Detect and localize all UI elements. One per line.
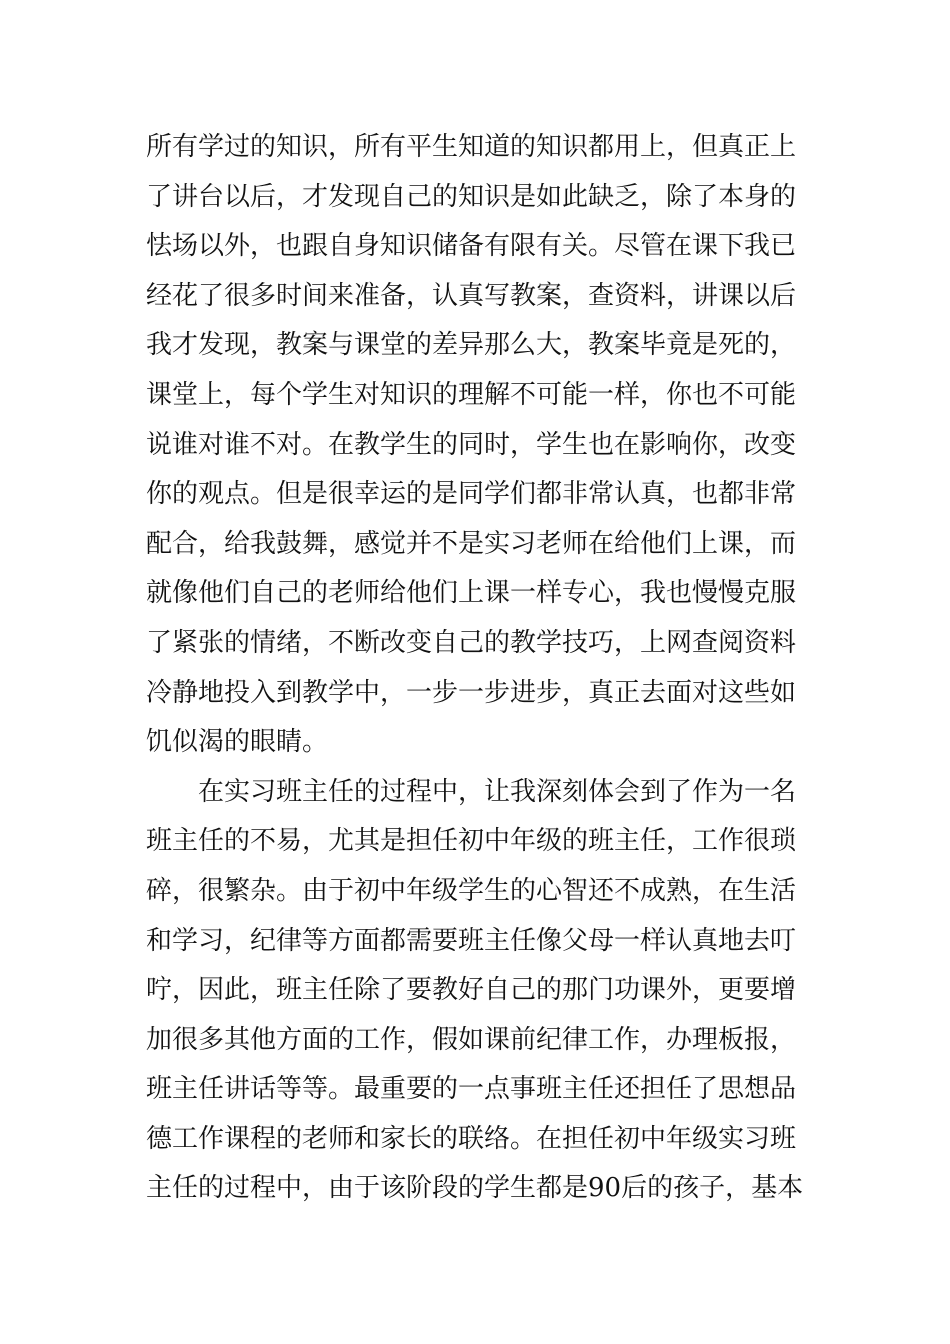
text-line: 班主任讲话等等。最重要的一点事班主任还担任了思想品: [146, 1074, 797, 1105]
text-line: 在实习班主任的过程中，让我深刻体会到了作为一名: [146, 776, 797, 807]
text-line: 德工作课程的老师和家长的联络。在担任初中年级实习班: [146, 1123, 797, 1154]
text-line: 冷静地投入到教学中，一步一步进步，真正去面对这些如: [146, 677, 797, 708]
text-line: 咛，因此，班主任除了要教好自己的那门功课外，更要增: [146, 975, 797, 1006]
text-line: 经花了很多时间来准备，认真写教案，查资料，讲课以后: [146, 280, 797, 311]
body-text: [146, 123, 812, 1214]
text-line: 课堂上，每个学生对知识的理解不可能一样，你也不可能: [146, 379, 797, 410]
text-line: 我才发现，教案与课堂的差异那么大，教案毕竟是死的，: [146, 330, 797, 361]
text-line: 说谁对谁不对。在教学生的同时，学生也在影响你，改变: [146, 429, 797, 460]
text-line: 班主任的不易，尤其是担任初中年级的班主任，工作很琐: [146, 826, 797, 857]
text-line: 主任的过程中，由于该阶段的学生都是90后的孩子，基本: [146, 1173, 804, 1204]
text-line: 和学习，纪律等方面都需要班主任像父母一样认真地去叮: [146, 925, 797, 956]
text-line: 所有学过的知识，所有平生知道的知识都用上，但真正上: [146, 132, 797, 162]
text-line: 怯场以外，也跟自身知识储备有限有关。尽管在课下我已: [146, 231, 797, 262]
text-line: 就像他们自己的老师给他们上课一样专心，我也慢慢克服: [146, 578, 797, 609]
text-line: 碎，很繁杂。由于初中年级学生的心智还不成熟，在生活: [146, 875, 797, 906]
text-line: 配合，给我鼓舞，感觉并不是实习老师在给他们上课，而: [146, 528, 797, 559]
text-line: 饥似渴的眼睛。: [146, 727, 329, 758]
text-line: 加很多其他方面的工作，假如课前纪律工作，办理板报，: [146, 1024, 797, 1055]
text-line: 你的观点。但是很幸运的是同学们都非常认真，也都非常: [146, 479, 797, 510]
text-line: 了紧张的情绪，不断改变自己的教学技巧，上网查阅资料: [146, 627, 797, 658]
text-line: 了讲台以后，才发现自己的知识是如此缺乏，除了本身的: [146, 181, 797, 212]
